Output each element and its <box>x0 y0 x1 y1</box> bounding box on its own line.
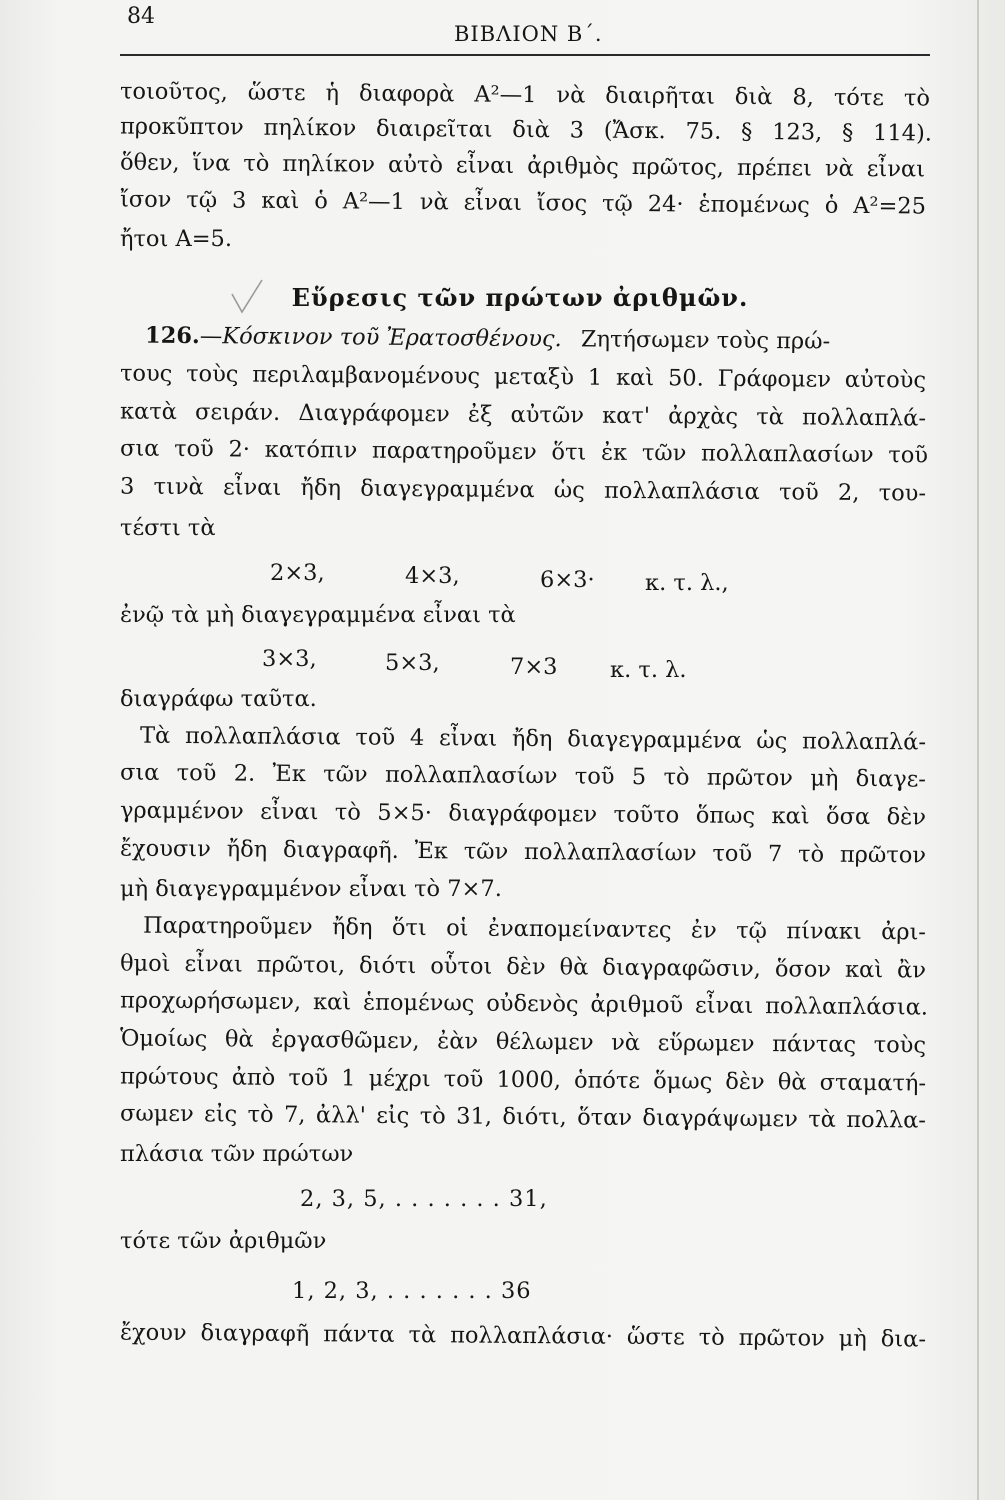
text-line: μὴ διαγεγραμμένον εἶναι τὸ 7×7. <box>120 876 502 902</box>
text-line: κατὰ σειράν. Διαγράφομεν ἐξ αὐτῶν κατ' ἀρχὰς τὰ πολλαπλά- <box>119 398 927 432</box>
formula-item: κ. τ. λ. <box>610 657 687 683</box>
page-number: 84 <box>127 4 155 29</box>
primes-sequence: 2, 3, 5, . . . . . . . 31, <box>300 1186 548 1212</box>
text-line: προχωρήσωμεν, καὶ ἑπομένως οὐδενὸς ἀριθμοῦ εἶναι πολλαπλάσια. <box>119 987 929 1021</box>
text-line: Παρατηροῦμεν ἤδη ὅτι οἱ ἐναπομείναντες ἐν τῷ πίνακι ἀρι- <box>142 912 927 946</box>
text-line: 3 τινὰ εἶναι ἤδη διαγεγραμμένα ὡς πολλαπλάσια τοῦ 2, του- <box>119 473 927 507</box>
text-line: γραμμένον εἶναι τὸ 5×5· διαγράφομεν τοῦτο ὅπως καὶ ὅσα δὲν <box>119 797 927 831</box>
text-line: τέστι τὰ <box>120 515 216 541</box>
text-line: ἴσον τῷ 3 καὶ ὁ Α²—1 νὰ εἶναι ἴσος τῷ 24· ἑπομένως ὁ Α²=25 <box>119 186 927 220</box>
header-rule <box>120 54 930 56</box>
formula-item: 6×3· <box>540 567 595 593</box>
formula-item: 7×3 <box>510 654 558 680</box>
section-heading: Εὕρεσις τῶν πρώτων ἀριθμῶν. <box>291 283 749 312</box>
formula-item: 5×3, <box>385 650 440 676</box>
text-line: προκῦπτον πηλίκον διαιρεῖται διὰ 3 (Ἄσκ. 75. § 123, § 114). <box>119 113 933 147</box>
text-line: σια τοῦ 2. Ἐκ τῶν πολλαπλασίων τοῦ 5 τὸ πρῶτον μὴ διαγε- <box>119 759 927 793</box>
text-line: ἤτοι Α=5. <box>120 226 233 252</box>
text-line: Ὁμοίως θὰ ἐργασθῶμεν, ἐὰν θέλωμεν νὰ εὕρωμεν πάντας τοὺς <box>119 1025 927 1059</box>
paragraph-dash: — <box>199 323 223 350</box>
paragraph-heading: Κόσκινον τοῦ Ἐρατοσθένους. <box>222 323 562 353</box>
text-line: σια τοῦ 2· κατόπιν παρατηροῦμεν ὅτι ἐκ τῶν πολλαπλασίων τοῦ <box>119 435 929 469</box>
text-line: θμοὶ εἶναι πρῶτοι, διότι οὗτοι δὲν θὰ διαγραφῶσιν, ὅσον καὶ ἂν <box>119 950 927 984</box>
paragraph-number: 126. <box>144 322 200 350</box>
text-line: τοιοῦτος, ὥστε ἡ διαφορὰ Α²—1 νὰ διαιρῆται διὰ 8, τότε τὸ <box>119 78 931 112</box>
text-line: ἐνῷ τὰ μὴ διαγεγραμμένα εἶναι τὰ <box>120 602 516 628</box>
running-title: ΒΙΒΛΙΟΝ Β΄. <box>454 22 603 46</box>
text-line: πλάσια τῶν πρώτων <box>120 1141 354 1167</box>
text-line: διαγράφω ταῦτα. <box>120 686 317 712</box>
page-edge-shadow <box>977 0 979 1500</box>
formula-item: 4×3, <box>405 563 460 589</box>
text-segment: Ζητήσωμεν τοὺς πρώ- <box>580 326 831 355</box>
text-line: πρώτους ἀπὸ τοῦ 1 μέχρι τοῦ 1000, ὁπότε ὅμως δὲν θὰ σταματή- <box>119 1063 927 1097</box>
formula-item: 3×3, <box>262 646 317 672</box>
text-line: ἔχουν διαγραφῆ πάντα τὰ πολλαπλάσια· ὥστε τὸ πρῶτον μὴ δια- <box>119 1319 927 1353</box>
text-line: σωμεν εἰς τὸ 7, ἀλλ' εἰς τὸ 31, διότι, ὅταν διαγράψωμεν τὰ πολλα- <box>119 1100 927 1134</box>
text-line: Τὰ πολλαπλάσια τοῦ 4 εἶναι ἤδη διαγεγραμμένα ὡς πολλαπλά- <box>139 722 927 756</box>
text-line: ἔχουσιν ἤδη διαγραφῆ. Ἐκ τῶν πολλαπλασίων τοῦ 7 τὸ πρῶτον <box>119 835 927 869</box>
text-line: ὅθεν, ἵνα τὸ πηλίκον αὐτὸ εἶναι ἀριθμὸς πρῶτος, πρέπει νὰ εἶναι <box>119 149 926 183</box>
numbers-sequence: 1, 2, 3, . . . . . . . 36 <box>292 1278 532 1304</box>
text-line: τότε τῶν ἀριθμῶν <box>120 1228 327 1254</box>
pencil-check-icon <box>228 276 268 320</box>
formula-item: 2×3, <box>270 560 325 586</box>
paragraph-126-first-line <box>144 322 927 355</box>
text-line: τους τοὺς περιλαμβανομένους μεταξὺ 1 καὶ 50. Γράφομεν αὐτοὺς <box>119 360 927 394</box>
formula-item: κ. τ. λ., <box>645 570 729 596</box>
